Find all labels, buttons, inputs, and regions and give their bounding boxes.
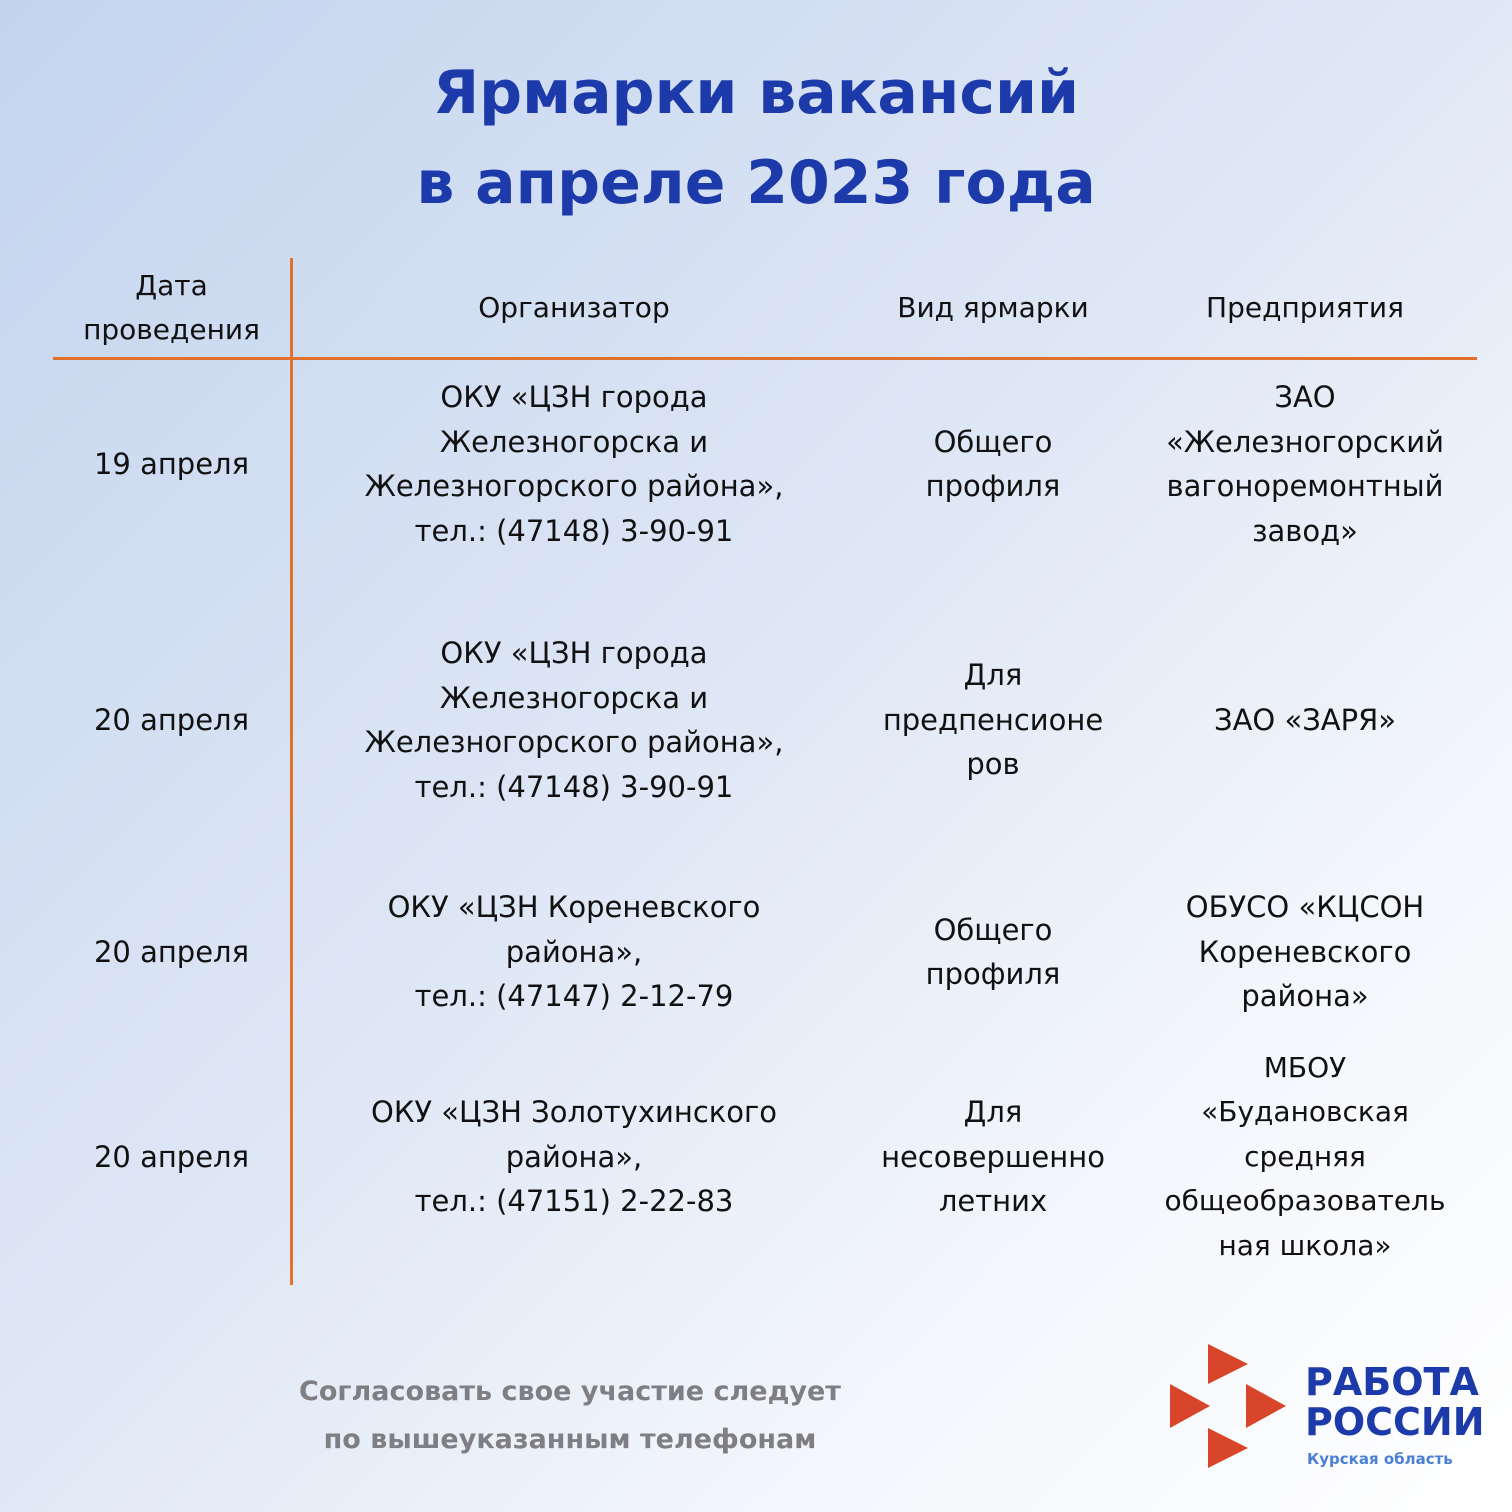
row-enterprise: ОБУСО «КЦСОН Кореневского района» — [1185, 890, 1425, 1014]
page-title — [0, 48, 1512, 228]
table-row — [0, 631, 1512, 809]
footer-line-1: Согласовать свое участие следует — [299, 1376, 841, 1407]
row-fair-type: Для предпенсионе ров — [882, 658, 1104, 782]
row-organizer: ОКУ «ЦЗН города Железногорска и Железногорского района», тел.: (47148) 3-90-91 — [364, 380, 784, 548]
logo-wordmark — [1305, 1362, 1485, 1442]
logo-line-2: РОССИИ — [1305, 1400, 1485, 1444]
title-line-2: в апреле 2023 года — [416, 148, 1096, 218]
row-date: 19 апреля — [93, 446, 250, 481]
row-fair-type: Для несовершенно летних — [881, 1095, 1105, 1219]
table-row — [0, 375, 1512, 553]
table-header-divider — [53, 357, 1477, 360]
title-line-1: Ярмарки вакансий — [432, 58, 1080, 128]
row-organizer: ОКУ «ЦЗН города Железногорска и Железногорского района», тел.: (47148) 3-90-91 — [364, 636, 784, 804]
header-fair-type: Вид ярмарки — [897, 291, 1089, 324]
table-row — [0, 885, 1512, 1019]
logo-line-1: РАБОТА — [1305, 1360, 1479, 1404]
header-date: Дата проведения — [83, 269, 260, 346]
header-organizer: Организатор — [478, 291, 670, 324]
row-date: 20 апреля — [93, 1139, 250, 1174]
row-enterprise: МБОУ «Будановская средняя общеобразователь ная школа» — [1164, 1050, 1446, 1262]
footer-note — [215, 1368, 925, 1464]
row-organizer: ОКУ «ЦЗН Кореневского района», тел.: (47147) 2-12-79 — [387, 890, 761, 1014]
row-enterprise: ЗАО «ЗАРЯ» — [1213, 702, 1397, 737]
row-fair-type: Общего профиля — [925, 424, 1061, 503]
row-enterprise: ЗАО «Железногорский вагоноремонтный завод» — [1166, 380, 1444, 548]
row-fair-type: Общего профиля — [925, 912, 1061, 991]
header-enterprises: Предприятия — [1206, 291, 1404, 324]
row-date: 20 апреля — [93, 934, 250, 969]
footer-line-2: по вышеуказанным телефонам — [323, 1424, 817, 1455]
row-organizer: ОКУ «ЦЗН Золотухинского района», тел.: (47151) 2-22-83 — [371, 1095, 777, 1219]
logo-region: Курская область — [1307, 1450, 1453, 1468]
row-date: 20 апреля — [93, 702, 250, 737]
table-row — [0, 1046, 1512, 1268]
